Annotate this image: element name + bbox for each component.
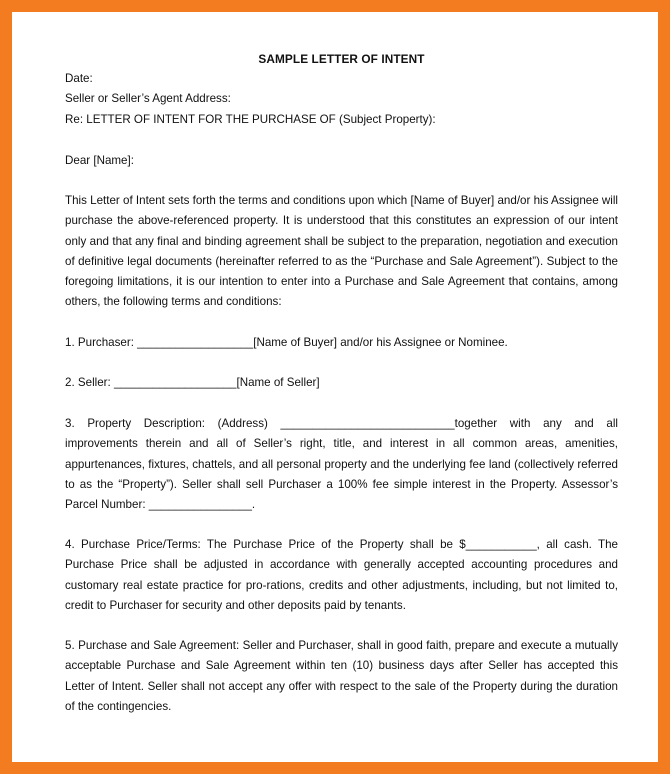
address-label: Seller or Seller’s Agent Address: (65, 92, 231, 105)
document-page (12, 12, 658, 762)
item-purchase-sale-agreement: 5. Purchase and Sale Agreement: Seller and Purchaser, shall in good faith, prepare and execute a mutually acceptable Purchase and Sale Agreement within ten (10) business days after Seller has accepted this Letter of Intent. Seller shall not accept any offer with respect to the sale of the Property during the duration of the contingencies. (65, 639, 618, 713)
salutation: Dear [Name]: (65, 154, 134, 167)
letter-title: SAMPLE LETTER OF INTENT (258, 52, 425, 66)
date-label: Date: (65, 72, 93, 85)
re-line: Re: LETTER OF INTENT FOR THE PURCHASE OF (Subject Property): (65, 113, 436, 126)
item-purchaser: 1. Purchaser: __________________[Name of Buyer] and/or his Assignee or Nominee. (65, 336, 508, 349)
item-property-description: 3. Property Description: (Address) ___________________________together with any and all improvements therein and all of Seller’s right, title, and interest in all common areas, amenities, appurtenances, fixtures, chattels, and all personal property and the underlying fee land (collectively referred to as the “Property”). Seller shall sell Purchaser a 100% fee simple interest in the Property. Assessor’s Parcel Number: ________________. (65, 417, 618, 512)
item-seller: 2. Seller: ___________________[Name of Seller] (65, 376, 320, 389)
item-purchase-price: 4. Purchase Price/Terms: The Purchase Price of the Property shall be $___________, all cash. The Purchase Price shall be adjusted in accordance with generally accepted accounting procedures and customary real estate practice for pro-rations, credits and other adjustments, including, but not limited to, credit to Purchaser for security and other deposits paid by tenants. (65, 538, 618, 612)
intro-paragraph: This Letter of Intent sets forth the terms and conditions upon which [Name of Buyer] and/or his Assignee will purchase the above-referenced property. It is understood that this constitutes an expression of our intent only and that any final and binding agreement shall be subject to the preparation, negotiation and execution of definitive legal documents (hereinafter referred to as the “Purchase and Sale Agreement”). Subject to the foregoing limitations, it is our intention to enter into a Purchase and Sale Agreement that contains, among others, the following terms and conditions: (65, 194, 618, 309)
